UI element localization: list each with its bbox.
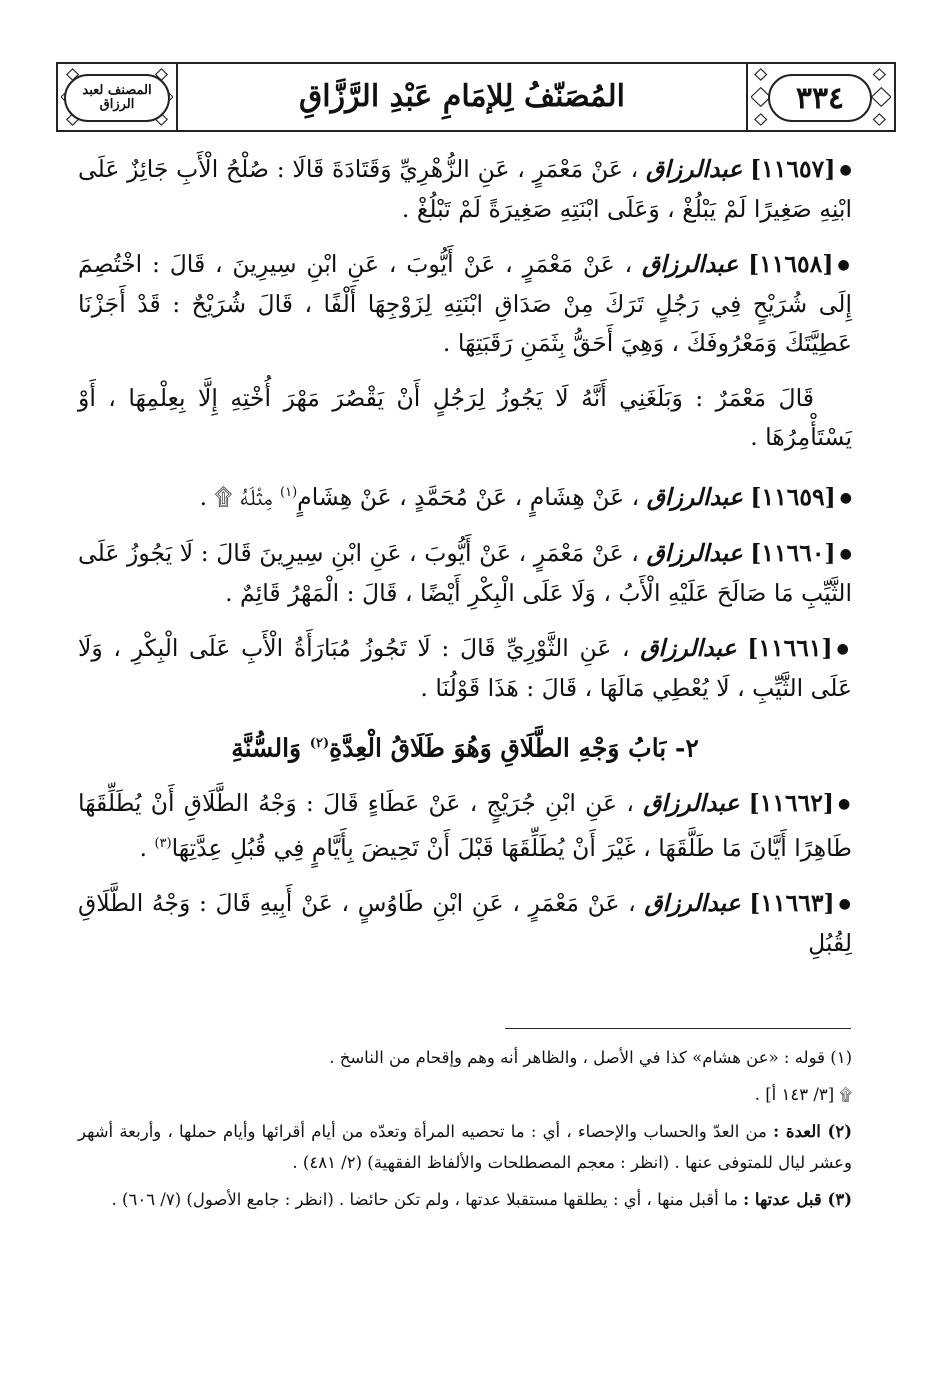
chapter-title: ٢- بَابُ وَجْهِ الطَّلَاقِ وَهُوَ طَلَاقُ الْعِدَّةِ: [329, 733, 699, 763]
hadith-number: [١١٦٦٠]: [750, 538, 836, 567]
footnote-1: [78, 1042, 852, 1073]
footnote-text: ۩ [٣/ ١٤٣ أ] .: [754, 1085, 852, 1104]
page-number: ٣٣٤: [768, 74, 872, 122]
footnote-text: (١) قوله : «عن هشام» كذا في الأصل ، والظاهر أنه وهم وإقحام من الناسخ .: [329, 1048, 852, 1067]
footnote-2: [78, 1116, 852, 1178]
header-title: المُصَنّفُ لِلإمَامِ عَبْدِ الرَّزَّاقِ: [299, 79, 625, 114]
hadith-number: [١١٦٦٣]: [749, 888, 835, 917]
header-logo-cartouche: [64, 74, 170, 122]
hadith-text: ، عَنْ مَعْمَرٍ ، عَنْ أَيُّوبَ ، عَنِ ابْنِ سِيرِينَ قَالَ : لَا يَجُوزُ عَلَى الثَّيِّبِ مَا صَالَحَ عَلَيْهِ الْأَبُ ، وَلَا عَلَى الْبِكْرِ أَيْضًا ، قَالَ : الْمَهْرُ قَائِمٌ .: [78, 538, 852, 607]
hadith-author: عبدالرزاق: [646, 482, 743, 511]
header-ornament-right: [746, 62, 896, 132]
hadith-number: [١١٦٦١]: [747, 633, 833, 662]
hadith-number: [١١٦٦٢]: [748, 789, 834, 818]
hadith-entry: [78, 150, 852, 229]
hadith-text-tail: .: [139, 833, 155, 862]
bullet-icon: ●: [837, 257, 852, 273]
bullet-icon: ●: [836, 640, 852, 657]
footnote-ref[interactable]: (١): [280, 485, 298, 500]
hadith-author: عبدالرزاق: [644, 888, 741, 917]
footnote-label: (٢) العدة :: [773, 1122, 853, 1141]
bullet-icon: ●: [839, 162, 852, 178]
main-text: [78, 150, 852, 979]
page-header: [56, 62, 896, 132]
hadith-text: ، عَنِ ابْنِ جُرَيْجٍ ، عَنْ عَطَاءٍ قَالَ : وَجْهُ الطَّلَاقِ أَنْ يُطَلِّقَهَا طَاهِرًا أَيَّانَ مَا طَلَّقَهَا ، غَيْرَ أَنْ يُطَلِّقَهَا قَبْلَ أَنْ تَحِيضَ بِأَيَّامٍ فِي قُبُلِ عِدَّتِهَا: [78, 789, 852, 862]
bullet-icon: ●: [838, 796, 852, 813]
footnote-3: [78, 1184, 852, 1215]
footnote-page-ref: [78, 1079, 852, 1110]
hadith-entry: [78, 784, 852, 868]
hadith-author: عبدالرزاق: [646, 155, 743, 183]
footnote-text: ما أقبل منها ، أي : يطلقها مستقبلا عدتها ، ولم تكن حائضا . (انظر : جامع الأصول) (٧/ ٦٠٦) .: [111, 1190, 744, 1209]
hadith-number: [١١٦٥٧]: [750, 155, 836, 183]
footnote-ref[interactable]: (٣): [154, 836, 172, 852]
chapter-heading: [78, 724, 852, 768]
hadith-author: عبدالرزاق: [640, 633, 737, 662]
hadith-text: ، عَنْ مَعْمَرٍ ، عَنِ الزُّهْرِيِّ وَقَتَادَةَ قَالَا : صُلْحُ الْأَبِ جَائِزٌ عَلَى ابْنِهِ صَغِيرًا لَمْ يَبْلُغْ ، وَعَلَى ابْنَتِهِ صَغِيرَةً لَمْ تَبْلُغْ .: [78, 155, 852, 223]
footnotes: [78, 1042, 852, 1221]
hadith-text: ، عَنْ مَعْمَرٍ ، عَنْ أَيُّوبَ ، عَنِ ابْنِ سِيرِينَ ، قَالَ : اخْتُصِمَ إِلَى شُرَيْحٍ فِي رَجُلٍ تَرَكَ مِنْ صَدَاقِ ابْنَتِهِ لِزَوْجِهَا أَلْفًا ، قَالَ شُرَيْحٌ : قَدْ أَجَزْنَا عَطِيَّتَكَ وَمَعْرُوفَكَ ، وَهِيَ أَحَقُّ بِثَمَنِ رَقَبَتِهَا .: [78, 250, 852, 357]
hadith-entry: [78, 245, 852, 363]
footnote-label: (٣) قبل عدتها :: [743, 1190, 852, 1209]
hadith-author: عبدالرزاق: [646, 538, 743, 567]
hadith-author: عبدالرزاق: [642, 250, 739, 278]
bullet-icon: ●: [839, 489, 852, 506]
hadith-entry: [78, 534, 852, 613]
hadith-text: ، عَنْ هِشَامٍ ، عَنْ مُحَمَّدٍ ، عَنْ هِشَامٍ: [297, 482, 640, 511]
header-bottom-rule: [178, 130, 746, 132]
hadith-entry: [78, 473, 852, 518]
header-logo-text: المصنف لعبد الرزاق: [82, 83, 152, 112]
bullet-icon: ●: [839, 545, 852, 562]
hadith-entry: [78, 629, 852, 708]
hadith-text: ، عَنْ مَعْمَرٍ ، عَنِ ابْنِ طَاوُسٍ ، عَنْ أَبِيهِ قَالَ : وَجْهُ الطَّلَاقِ لِقُبُلِ: [78, 888, 852, 957]
header-ornament-left: [56, 62, 178, 132]
footnote-text: من العدّ والحساب والإحصاء ، أي : ما تحصيه المرأة وتعدّه من أيام أقرائها وأيام حملها ، وأربعة أشهر وعشر ليال للمتوفى عنها . (انظر : معجم المصطلحات والألفاظ الفقهية) (٢/ ٤٨١) .: [78, 1122, 852, 1172]
hadith-author: عبدالرزاق: [643, 789, 740, 818]
header-top-rule: [178, 62, 746, 64]
hadith-number: [١١٦٥٩]: [750, 482, 836, 511]
mamar-note: قَالَ مَعْمَرٌ : وَبَلَغَنِي أَنَّهُ لَا يَجُوزُ لِرَجُلٍ أَنْ يَقْصُرَ مَهْرَ أُخْتِهِ إِلَّا بِعِلْمِهَا ، أَوْ يَسْتَأْمِرُهَا .: [78, 384, 852, 451]
hadith-text: ، عَنِ الثَّوْرِيِّ قَالَ : لَا تَجُوزُ مُبَارَأَةُ الْأَبِ عَلَى الْبِكْرِ ، وَلَا عَلَى الثَّيِّبِ ، لَا يُعْطِي مَالَهَا ، قَالَ : هَذَا قَوْلُنَا .: [78, 633, 852, 702]
bullet-icon: ●: [838, 895, 852, 912]
footnote-separator: [505, 1028, 851, 1029]
hadith-text-tail: مِثْلَهُ ۩ .: [199, 482, 281, 511]
hadith-entry: [78, 884, 852, 963]
chapter-title-tail: وَالسُّنَّةِ: [231, 733, 310, 763]
footnote-ref[interactable]: (٢): [309, 735, 330, 751]
hadith-number: [١١٦٥٨]: [748, 250, 834, 278]
